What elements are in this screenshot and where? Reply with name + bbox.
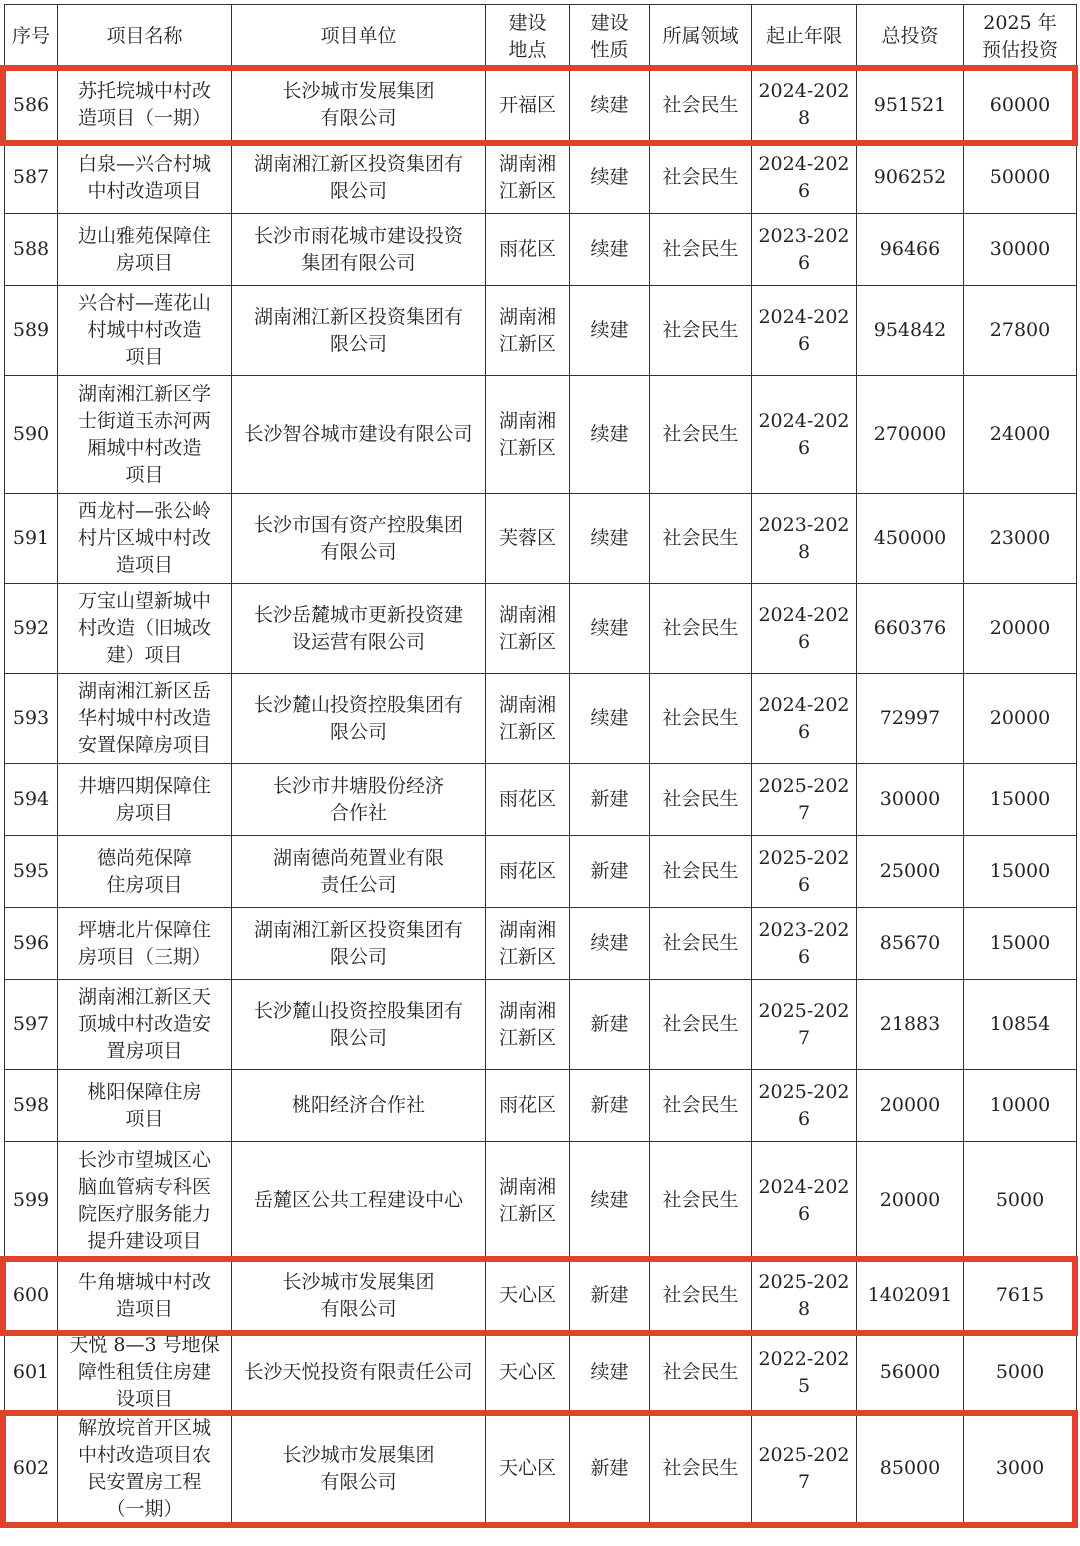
cell-site: 湖南湘 江新区 xyxy=(486,674,570,764)
cell-total: 21883 xyxy=(857,980,964,1070)
cell-unit: 长沙城市发展集团 有限公司 xyxy=(232,1414,486,1524)
cell-period: 2023-2026 xyxy=(752,908,857,980)
cell-est2025: 20000 xyxy=(964,584,1077,674)
cell-site: 湖南湘 江新区 xyxy=(486,286,570,376)
cell-name: 坪塘北片保障住 房项目（三期） xyxy=(58,908,232,980)
cell-period: 2025-2028 xyxy=(752,1260,857,1332)
cell-no: 601 xyxy=(5,1332,58,1414)
header-unit: 项目单位 xyxy=(232,5,486,69)
cell-total: 20000 xyxy=(857,1142,964,1260)
cell-field: 社会民生 xyxy=(650,1142,752,1260)
cell-est2025: 50000 xyxy=(964,142,1077,214)
cell-site: 湖南湘 江新区 xyxy=(486,142,570,214)
cell-total: 72997 xyxy=(857,674,964,764)
cell-total: 270000 xyxy=(857,376,964,494)
cell-nature: 续建 xyxy=(570,69,650,142)
cell-nature: 新建 xyxy=(570,1260,650,1332)
cell-unit: 湖南湘江新区投资集团有 限公司 xyxy=(232,286,486,376)
cell-unit: 湖南德尚苑置业有限 责任公司 xyxy=(232,836,486,908)
cell-unit: 湖南湘江新区投资集团有 限公司 xyxy=(232,142,486,214)
cell-field: 社会民生 xyxy=(650,494,752,584)
cell-total: 56000 xyxy=(857,1332,964,1414)
table-row xyxy=(5,69,1077,142)
cell-period: 2025-2026 xyxy=(752,1070,857,1142)
cell-unit: 长沙市国有资产控股集团 有限公司 xyxy=(232,494,486,584)
cell-unit: 桃阳经济合作社 xyxy=(232,1070,486,1142)
cell-site: 湖南湘 江新区 xyxy=(486,908,570,980)
cell-period: 2024-2028 xyxy=(752,69,857,142)
cell-no: 593 xyxy=(5,674,58,764)
cell-field: 社会民生 xyxy=(650,980,752,1070)
cell-no: 600 xyxy=(5,1260,58,1332)
cell-no: 598 xyxy=(5,1070,58,1142)
cell-site: 湖南湘 江新区 xyxy=(486,584,570,674)
header-period: 起止年限 xyxy=(752,5,857,69)
cell-site: 湖南湘 江新区 xyxy=(486,980,570,1070)
cell-unit: 长沙城市发展集团 有限公司 xyxy=(232,69,486,142)
cell-est2025: 20000 xyxy=(964,674,1077,764)
cell-period: 2023-2026 xyxy=(752,214,857,286)
table-row xyxy=(5,1260,1077,1332)
cell-name: 德尚苑保障 住房项目 xyxy=(58,836,232,908)
cell-nature: 新建 xyxy=(570,980,650,1070)
header-est2025: 2025 年 预估投资 xyxy=(964,5,1077,69)
cell-field: 社会民生 xyxy=(650,1414,752,1524)
cell-total: 85000 xyxy=(857,1414,964,1524)
cell-site: 湖南湘 江新区 xyxy=(486,376,570,494)
cell-est2025: 5000 xyxy=(964,1332,1077,1414)
cell-nature: 续建 xyxy=(570,908,650,980)
cell-period: 2025-2026 xyxy=(752,836,857,908)
cell-period: 2024-2026 xyxy=(752,142,857,214)
cell-name: 边山雅苑保障住 房项目 xyxy=(58,214,232,286)
cell-period: 2022-2025 xyxy=(752,1332,857,1414)
cell-unit: 长沙麓山投资控股集团有 限公司 xyxy=(232,674,486,764)
cell-no: 586 xyxy=(5,69,58,142)
cell-unit: 长沙天悦投资有限责任公司 xyxy=(232,1332,486,1414)
cell-nature: 续建 xyxy=(570,494,650,584)
cell-unit: 长沙麓山投资控股集团有 限公司 xyxy=(232,980,486,1070)
cell-field: 社会民生 xyxy=(650,584,752,674)
cell-name: 湖南湘江新区天 顶城中村改造安 置房项目 xyxy=(58,980,232,1070)
cell-no: 588 xyxy=(5,214,58,286)
cell-nature: 续建 xyxy=(570,142,650,214)
cell-site: 雨花区 xyxy=(486,1070,570,1142)
cell-site: 天心区 xyxy=(486,1414,570,1524)
header-no: 序号 xyxy=(5,5,58,69)
cell-period: 2024-2026 xyxy=(752,584,857,674)
cell-no: 599 xyxy=(5,1142,58,1260)
cell-site: 湖南湘 江新区 xyxy=(486,1142,570,1260)
cell-unit: 长沙市井塘股份经济 合作社 xyxy=(232,764,486,836)
cell-field: 社会民生 xyxy=(650,69,752,142)
cell-est2025: 27800 xyxy=(964,286,1077,376)
cell-total: 30000 xyxy=(857,764,964,836)
cell-field: 社会民生 xyxy=(650,1260,752,1332)
cell-no: 587 xyxy=(5,142,58,214)
cell-unit: 长沙岳麓城市更新投资建 设运营有限公司 xyxy=(232,584,486,674)
cell-field: 社会民生 xyxy=(650,286,752,376)
cell-nature: 新建 xyxy=(570,764,650,836)
cell-est2025: 10000 xyxy=(964,1070,1077,1142)
table-row xyxy=(5,214,1077,286)
cell-site: 天心区 xyxy=(486,1260,570,1332)
table-row xyxy=(5,674,1077,764)
cell-field: 社会民生 xyxy=(650,836,752,908)
cell-period: 2024-2026 xyxy=(752,286,857,376)
cell-total: 1402091 xyxy=(857,1260,964,1332)
cell-name: 长沙市望城区心 脑血管病专科医 院医疗服务能力 提升建设项目 xyxy=(58,1142,232,1260)
cell-name: 湖南湘江新区学 士街道玉赤河两 厢城中村改造 项目 xyxy=(58,376,232,494)
project-table xyxy=(4,4,1077,1524)
cell-period: 2024-2026 xyxy=(752,376,857,494)
cell-nature: 新建 xyxy=(570,1070,650,1142)
cell-name: 解放垸首开区城 中村改造项目农 民安置房工程 （一期） xyxy=(58,1414,232,1524)
cell-est2025: 15000 xyxy=(964,908,1077,980)
cell-field: 社会民生 xyxy=(650,1070,752,1142)
cell-unit: 长沙智谷城市建设有限公司 xyxy=(232,376,486,494)
cell-total: 25000 xyxy=(857,836,964,908)
table-row xyxy=(5,286,1077,376)
table-row xyxy=(5,142,1077,214)
cell-period: 2025-2027 xyxy=(752,980,857,1070)
cell-no: 597 xyxy=(5,980,58,1070)
cell-name: 井塘四期保障住 房项目 xyxy=(58,764,232,836)
cell-unit: 湖南湘江新区投资集团有 限公司 xyxy=(232,908,486,980)
cell-nature: 续建 xyxy=(570,376,650,494)
cell-field: 社会民生 xyxy=(650,214,752,286)
cell-total: 96466 xyxy=(857,214,964,286)
header-field: 所属领域 xyxy=(650,5,752,69)
table-row xyxy=(5,376,1077,494)
table-row xyxy=(5,1070,1077,1142)
cell-total: 951521 xyxy=(857,69,964,142)
cell-total: 954842 xyxy=(857,286,964,376)
cell-nature: 续建 xyxy=(570,214,650,286)
cell-no: 590 xyxy=(5,376,58,494)
table-header-row xyxy=(5,5,1077,69)
cell-name: 西龙村—张公岭 村片区城中村改 造项目 xyxy=(58,494,232,584)
table-row xyxy=(5,1414,1077,1524)
cell-site: 雨花区 xyxy=(486,214,570,286)
header-nature: 建设 性质 xyxy=(570,5,650,69)
cell-site: 开福区 xyxy=(486,69,570,142)
cell-nature: 续建 xyxy=(570,1332,650,1414)
cell-field: 社会民生 xyxy=(650,764,752,836)
cell-period: 2023-2028 xyxy=(752,494,857,584)
cell-site: 雨花区 xyxy=(486,764,570,836)
cell-nature: 续建 xyxy=(570,674,650,764)
cell-field: 社会民生 xyxy=(650,142,752,214)
cell-est2025: 30000 xyxy=(964,214,1077,286)
cell-period: 2025-2027 xyxy=(752,764,857,836)
cell-name: 兴合村—莲花山 村城中村改造 项目 xyxy=(58,286,232,376)
cell-name: 白泉—兴合村城 中村改造项目 xyxy=(58,142,232,214)
table-row xyxy=(5,980,1077,1070)
cell-name: 湖南湘江新区岳 华村城中村改造 安置保障房项目 xyxy=(58,674,232,764)
cell-total: 906252 xyxy=(857,142,964,214)
cell-est2025: 24000 xyxy=(964,376,1077,494)
header-site: 建设 地点 xyxy=(486,5,570,69)
cell-field: 社会民生 xyxy=(650,1332,752,1414)
cell-nature: 续建 xyxy=(570,1142,650,1260)
cell-est2025: 5000 xyxy=(964,1142,1077,1260)
cell-no: 596 xyxy=(5,908,58,980)
cell-name: 牛角塘城中村改 造项目 xyxy=(58,1260,232,1332)
cell-nature: 新建 xyxy=(570,1414,650,1524)
cell-unit: 岳麓区公共工程建设中心 xyxy=(232,1142,486,1260)
cell-unit: 长沙城市发展集团 有限公司 xyxy=(232,1260,486,1332)
cell-est2025: 15000 xyxy=(964,836,1077,908)
table-row xyxy=(5,908,1077,980)
table-row xyxy=(5,1142,1077,1260)
cell-site: 雨花区 xyxy=(486,836,570,908)
cell-period: 2024-2026 xyxy=(752,674,857,764)
cell-nature: 续建 xyxy=(570,584,650,674)
cell-unit: 长沙市雨花城市建设投资 集团有限公司 xyxy=(232,214,486,286)
cell-no: 602 xyxy=(5,1414,58,1524)
cell-field: 社会民生 xyxy=(650,376,752,494)
cell-no: 592 xyxy=(5,584,58,674)
cell-period: 2025-2027 xyxy=(752,1414,857,1524)
cell-field: 社会民生 xyxy=(650,908,752,980)
cell-name: 桃阳保障住房 项目 xyxy=(58,1070,232,1142)
cell-est2025: 10854 xyxy=(964,980,1077,1070)
cell-est2025: 7615 xyxy=(964,1260,1077,1332)
table-row xyxy=(5,584,1077,674)
table-row xyxy=(5,836,1077,908)
cell-no: 594 xyxy=(5,764,58,836)
cell-total: 660376 xyxy=(857,584,964,674)
header-name: 项目名称 xyxy=(58,5,232,69)
cell-site: 天心区 xyxy=(486,1332,570,1414)
cell-est2025: 15000 xyxy=(964,764,1077,836)
cell-no: 591 xyxy=(5,494,58,584)
cell-total: 85670 xyxy=(857,908,964,980)
cell-no: 589 xyxy=(5,286,58,376)
table-row xyxy=(5,764,1077,836)
table-body xyxy=(5,69,1077,1524)
cell-name: 天悦 8—3 号地保 障性租赁住房建 设项目 xyxy=(58,1332,232,1414)
cell-total: 20000 xyxy=(857,1070,964,1142)
cell-name: 苏托垸城中村改 造项目（一期） xyxy=(58,69,232,142)
cell-nature: 续建 xyxy=(570,286,650,376)
header-total: 总投资 xyxy=(857,5,964,69)
cell-period: 2024-2026 xyxy=(752,1142,857,1260)
cell-total: 450000 xyxy=(857,494,964,584)
cell-est2025: 23000 xyxy=(964,494,1077,584)
cell-site: 芙蓉区 xyxy=(486,494,570,584)
cell-est2025: 60000 xyxy=(964,69,1077,142)
cell-nature: 新建 xyxy=(570,836,650,908)
cell-no: 595 xyxy=(5,836,58,908)
cell-field: 社会民生 xyxy=(650,674,752,764)
table-row xyxy=(5,1332,1077,1414)
cell-est2025: 3000 xyxy=(964,1414,1077,1524)
cell-name: 万宝山望新城中 村改造（旧城改 建）项目 xyxy=(58,584,232,674)
table-row xyxy=(5,494,1077,584)
